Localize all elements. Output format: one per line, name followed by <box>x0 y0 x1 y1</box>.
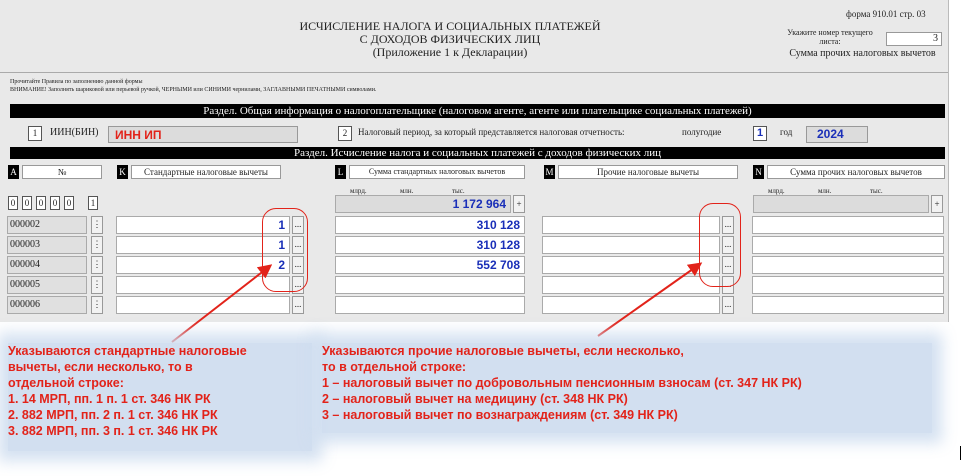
standard-sum-input[interactable]: 310 128 <box>335 216 525 234</box>
scale-label: млн. <box>818 187 832 195</box>
counter-digit: 0 <box>64 196 74 210</box>
note-line: то в отдельной строке: <box>322 360 467 374</box>
note-line: ВНИМАНИЕ! Заполнять шариковой или перьевой ручкой, ЧЕРНЫМИ или СИНИМИ чернилами, ЗАГЛАВНЫМИ ПЕЧАТНЫМИ символами. <box>10 87 377 93</box>
note-line: 2 – налоговый вычет на медицину (ст. 348 НК РК) <box>322 392 628 406</box>
note-line: Указываются прочие налоговые вычеты, если несколько, <box>322 344 684 358</box>
field-number: 2 <box>338 126 352 141</box>
scale-label: млрд. <box>768 187 785 195</box>
standard-deduction-picker[interactable]: ... <box>292 256 304 274</box>
other-deduction-picker[interactable]: ... <box>722 236 734 254</box>
sheet-subtitle: Сумма прочих налоговых вычетов <box>789 48 936 59</box>
column-header-standard-sum: Сумма стандартных налоговых вычетов <box>349 165 525 179</box>
counter-digit: 0 <box>50 196 60 210</box>
form-title-line: (Приложение 1 к Декларации) <box>372 45 528 59</box>
standard-deduction-picker[interactable]: ... <box>292 236 304 254</box>
note-line: 1 – налоговый вычет по добровольным пенсионным взносам (ст. 347 НК РК) <box>322 376 802 390</box>
row-number: 000005 <box>7 276 87 294</box>
column-letter-n: N <box>753 165 764 179</box>
note-line: Прочитайте Правила по заполнению данной формы <box>10 79 143 85</box>
scale-label: млрд. <box>350 187 367 195</box>
column-header-other-deductions: Прочие налоговые вычеты <box>558 165 738 179</box>
column-header-standard-deductions: Стандартные налоговые вычеты <box>131 165 281 179</box>
row-menu-icon[interactable]: ⋮ <box>91 236 103 254</box>
note-line: Указываются стандартные налоговые <box>8 344 247 358</box>
row-menu-icon[interactable]: ⋮ <box>91 216 103 234</box>
section-tax-calc-header: Раздел. Исчисление налога и социальных платежей с доходов физических лиц <box>10 147 945 159</box>
field-number: 1 <box>28 126 42 141</box>
standard-sum-input[interactable]: 552 708 <box>335 256 525 274</box>
standard-deductions-note <box>8 343 312 451</box>
other-deductions-note <box>322 343 932 433</box>
note-line: отдельной строке: <box>8 376 124 390</box>
counter-digit: 1 <box>88 196 98 210</box>
form-number: форма 910.01 стр. 03 <box>846 9 926 19</box>
note-line: 2. 882 МРП, пп. 2 п. 1 ст. 346 НК РК <box>8 408 218 422</box>
half-year-input[interactable]: 1 <box>753 126 767 141</box>
row-menu-icon[interactable]: ⋮ <box>91 256 103 274</box>
half-year-label: полугодие <box>682 127 722 137</box>
standard-deduction-picker[interactable]: ... <box>292 216 304 234</box>
counter-digit: 0 <box>36 196 46 210</box>
row-menu-icon[interactable]: ⋮ <box>91 296 103 314</box>
add-row-button[interactable]: + <box>931 195 943 213</box>
standard-sum-input[interactable]: 310 128 <box>335 236 525 254</box>
sheet-number-label: Укажите номер текущего листа: <box>787 28 873 46</box>
standard-deduction-picker[interactable]: ... <box>292 276 304 294</box>
column-header-number: № <box>22 165 102 179</box>
text-cursor <box>960 446 961 460</box>
sheet-number-input[interactable]: 3 <box>886 32 942 46</box>
note-line: 3. 882 МРП, пп. 3 п. 1 ст. 346 НК РК <box>8 424 218 438</box>
other-deduction-picker[interactable]: ... <box>722 216 734 234</box>
add-row-button[interactable]: + <box>513 195 525 213</box>
row-number: 000002 <box>7 216 87 234</box>
column-header-other-sum: Сумма прочих налоговых вычетов <box>767 165 945 179</box>
standard-deduction-input[interactable]: 2 <box>116 256 290 274</box>
column-letter-m: M <box>545 167 554 177</box>
scale-label: тыс. <box>452 187 465 195</box>
scale-label: тыс. <box>870 187 883 195</box>
note-line: вычеты, если несколько, то в <box>8 360 193 374</box>
year-input[interactable]: 2024 <box>806 126 868 143</box>
total-standard-sum: 1 172 964 <box>335 195 511 213</box>
section-general-info-header: Раздел. Общая информация о налогоплательщике (налоговом агенте, агенте или плательщике социальных платежей) <box>10 104 945 118</box>
counter-digit: 0 <box>8 196 18 210</box>
tax-period-label: Налоговый период, за который представляется налоговая отчетность: <box>358 127 625 137</box>
note-line: 3 – налоговый вычет по вознаграждениям (ст. 349 НК РК) <box>322 408 678 422</box>
other-deduction-picker[interactable]: ... <box>722 256 734 274</box>
standard-deduction-input[interactable]: 1 <box>116 216 290 234</box>
iin-value: ИНН ИП <box>115 128 162 142</box>
other-deduction-picker[interactable]: ... <box>722 276 734 294</box>
row-number: 000006 <box>7 296 87 314</box>
year-label: год <box>780 127 793 137</box>
scale-label: млн. <box>400 187 414 195</box>
column-letter-a: A <box>8 165 19 179</box>
standard-deduction-picker[interactable]: ... <box>292 296 304 314</box>
column-letter-k: K <box>117 165 128 179</box>
arrow-to-other-deductions <box>598 264 700 336</box>
row-number: 000004 <box>7 256 87 274</box>
form-title-line: ИСЧИСЛЕНИЕ НАЛОГА И СОЦИАЛЬНЫХ ПЛАТЕЖЕЙ <box>299 19 601 33</box>
row-number: 000003 <box>7 236 87 254</box>
note-line: 1. 14 МРП, пп. 1 п. 1 ст. 346 НК РК <box>8 392 211 406</box>
other-deduction-picker[interactable]: ... <box>722 296 734 314</box>
column-letter-l: L <box>335 165 346 179</box>
counter-digit: 0 <box>22 196 32 210</box>
standard-deduction-input[interactable]: 1 <box>116 236 290 254</box>
arrow-to-standard-deductions <box>172 266 270 342</box>
iin-label: ИИН(БИН) <box>50 127 99 138</box>
row-menu-icon[interactable]: ⋮ <box>91 276 103 294</box>
form-title-line: С ДОХОДОВ ФИЗИЧЕСКИХ ЛИЦ <box>359 32 541 46</box>
